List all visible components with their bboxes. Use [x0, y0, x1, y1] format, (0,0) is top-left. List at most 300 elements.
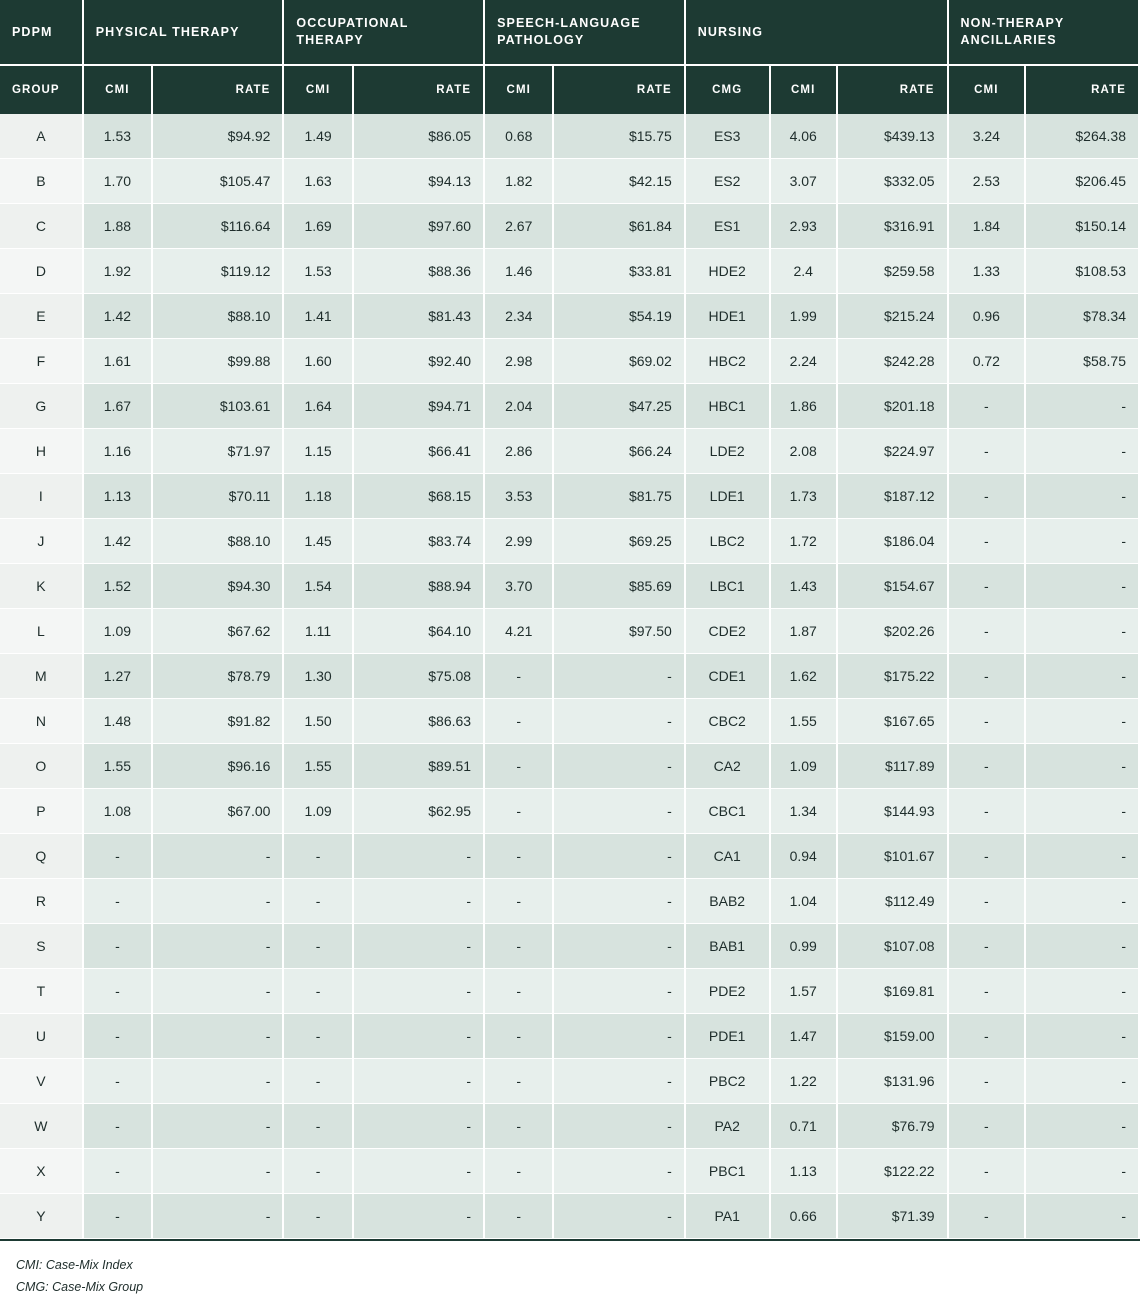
cell-slp-cmi: 3.70 [484, 564, 553, 609]
cell-pt-rate: - [152, 969, 283, 1014]
cell-slp-cmi: - [484, 744, 553, 789]
cell-nursing-rate: $122.22 [837, 1149, 948, 1194]
cell-group: K [0, 564, 83, 609]
cell-nursing-cmi: 1.73 [770, 474, 837, 519]
cell-nta-cmi: 0.72 [948, 339, 1026, 384]
cell-nursing-rate: $169.81 [837, 969, 948, 1014]
cell-nta-cmi: 1.33 [948, 249, 1026, 294]
cell-nursing-cmg: LBC2 [685, 519, 770, 564]
cell-pt-cmi: 1.42 [83, 519, 152, 564]
cell-slp-rate: $85.69 [553, 564, 684, 609]
cell-pt-cmi: - [83, 1104, 152, 1149]
cell-nursing-cmi: 1.04 [770, 879, 837, 924]
cell-ot-rate: $62.95 [353, 789, 484, 834]
cell-slp-rate: - [553, 834, 684, 879]
subhead-ot-rate: RATE [353, 65, 484, 114]
subhead-slp-rate: RATE [553, 65, 684, 114]
cell-nta-cmi: - [948, 384, 1026, 429]
cell-group: E [0, 294, 83, 339]
cell-ot-cmi: 1.30 [283, 654, 352, 699]
cell-ot-rate: - [353, 924, 484, 969]
cell-nursing-cmi: 2.4 [770, 249, 837, 294]
cell-nursing-cmg: LBC1 [685, 564, 770, 609]
cell-group: F [0, 339, 83, 384]
cell-nursing-rate: $316.91 [837, 204, 948, 249]
cell-slp-cmi: - [484, 1194, 553, 1239]
cell-group: M [0, 654, 83, 699]
cell-pt-cmi: 1.42 [83, 294, 152, 339]
cell-nursing-cmg: CA1 [685, 834, 770, 879]
cell-ot-cmi: - [283, 1149, 352, 1194]
cell-slp-rate: - [553, 1104, 684, 1149]
cell-nursing-cmi: 1.55 [770, 699, 837, 744]
cell-pt-rate: $103.61 [152, 384, 283, 429]
cell-pt-rate: $67.62 [152, 609, 283, 654]
cell-slp-rate: $42.15 [553, 159, 684, 204]
cell-pt-rate: - [152, 879, 283, 924]
cell-nta-cmi: 2.53 [948, 159, 1026, 204]
cell-pt-rate: $119.12 [152, 249, 283, 294]
subhead-nta-rate: RATE [1025, 65, 1139, 114]
cell-ot-cmi: 1.63 [283, 159, 352, 204]
cell-slp-cmi: - [484, 969, 553, 1014]
cell-slp-cmi: 2.34 [484, 294, 553, 339]
cell-ot-rate: $83.74 [353, 519, 484, 564]
cell-slp-cmi: - [484, 1149, 553, 1194]
cell-slp-rate: $33.81 [553, 249, 684, 294]
cell-slp-rate: $69.25 [553, 519, 684, 564]
cell-nta-cmi: 1.84 [948, 204, 1026, 249]
cell-ot-cmi: 1.45 [283, 519, 352, 564]
cell-nursing-cmi: 1.57 [770, 969, 837, 1014]
table-body [0, 114, 1139, 1239]
cell-pt-rate: $71.97 [152, 429, 283, 474]
table-row [0, 1194, 1139, 1239]
table-row [0, 114, 1139, 159]
cell-slp-cmi: 2.98 [484, 339, 553, 384]
cell-nta-rate: - [1025, 879, 1139, 924]
cell-ot-cmi: - [283, 1014, 352, 1059]
cell-ot-rate: - [353, 969, 484, 1014]
cell-nursing-cmg: BAB1 [685, 924, 770, 969]
table-row [0, 339, 1139, 384]
cell-ot-rate: $89.51 [353, 744, 484, 789]
table-row [0, 699, 1139, 744]
cell-nursing-rate: $112.49 [837, 879, 948, 924]
cell-nta-cmi: - [948, 699, 1026, 744]
cell-nta-rate: - [1025, 1059, 1139, 1104]
cell-nursing-cmg: ES2 [685, 159, 770, 204]
cell-nta-rate: $108.53 [1025, 249, 1139, 294]
cell-nta-cmi: - [948, 654, 1026, 699]
cell-group: A [0, 114, 83, 159]
table-row [0, 609, 1139, 654]
table-footnotes [0, 1239, 1140, 1309]
cell-nta-cmi: - [948, 474, 1026, 519]
cell-nursing-cmg: LDE2 [685, 429, 770, 474]
cell-slp-cmi: - [484, 1059, 553, 1104]
cell-nursing-cmg: BAB2 [685, 879, 770, 924]
cell-nursing-cmi: 1.62 [770, 654, 837, 699]
cell-nta-cmi: - [948, 924, 1026, 969]
cell-group: L [0, 609, 83, 654]
subhead-ot-cmi: CMI [283, 65, 352, 114]
cell-ot-rate: - [353, 834, 484, 879]
cell-ot-rate: - [353, 1149, 484, 1194]
subhead-pt-rate: RATE [152, 65, 283, 114]
cell-nursing-rate: $167.65 [837, 699, 948, 744]
cell-pt-rate: - [152, 1014, 283, 1059]
cell-slp-rate: $15.75 [553, 114, 684, 159]
cell-nursing-rate: $154.67 [837, 564, 948, 609]
cell-pt-cmi: - [83, 969, 152, 1014]
cell-nursing-cmi: 1.34 [770, 789, 837, 834]
cell-pt-cmi: 1.92 [83, 249, 152, 294]
cell-ot-rate: $94.71 [353, 384, 484, 429]
cell-nursing-rate: $144.93 [837, 789, 948, 834]
table-row [0, 1149, 1139, 1194]
cell-pt-rate: $99.88 [152, 339, 283, 384]
cell-slp-rate: $61.84 [553, 204, 684, 249]
cell-slp-cmi: - [484, 1104, 553, 1149]
cell-pt-rate: - [152, 1149, 283, 1194]
cell-nta-rate: - [1025, 429, 1139, 474]
cell-pt-cmi: - [83, 879, 152, 924]
cell-slp-rate: - [553, 699, 684, 744]
cell-group: V [0, 1059, 83, 1104]
table-row [0, 204, 1139, 249]
cell-ot-cmi: 1.64 [283, 384, 352, 429]
cell-nta-rate: - [1025, 834, 1139, 879]
cell-pt-cmi: 1.48 [83, 699, 152, 744]
cell-pt-rate: $105.47 [152, 159, 283, 204]
cell-nursing-rate: $201.18 [837, 384, 948, 429]
cell-nta-cmi: - [948, 609, 1026, 654]
cell-nta-rate: - [1025, 519, 1139, 564]
cell-group: U [0, 1014, 83, 1059]
cell-ot-rate: - [353, 1194, 484, 1239]
cell-group: I [0, 474, 83, 519]
cell-nursing-cmi: 2.93 [770, 204, 837, 249]
cell-slp-cmi: 2.67 [484, 204, 553, 249]
cell-pt-rate: $88.10 [152, 519, 283, 564]
table-row [0, 519, 1139, 564]
cell-nursing-cmi: 1.47 [770, 1014, 837, 1059]
cell-ot-cmi: 1.69 [283, 204, 352, 249]
cell-ot-rate: $66.41 [353, 429, 484, 474]
cell-nursing-cmg: PA1 [685, 1194, 770, 1239]
cell-group: S [0, 924, 83, 969]
cell-ot-rate: - [353, 879, 484, 924]
cell-nursing-rate: $224.97 [837, 429, 948, 474]
cell-nta-rate: $78.34 [1025, 294, 1139, 339]
cell-slp-rate: $69.02 [553, 339, 684, 384]
cell-group: H [0, 429, 83, 474]
cell-slp-cmi: - [484, 834, 553, 879]
table-row [0, 159, 1139, 204]
cell-pt-cmi: 1.55 [83, 744, 152, 789]
cell-nursing-cmg: ES1 [685, 204, 770, 249]
table-header [0, 0, 1139, 114]
cell-ot-cmi: 1.49 [283, 114, 352, 159]
cell-nursing-cmi: 3.07 [770, 159, 837, 204]
cell-nta-rate: $206.45 [1025, 159, 1139, 204]
cell-nursing-rate: $175.22 [837, 654, 948, 699]
cell-ot-rate: $68.15 [353, 474, 484, 519]
cell-nursing-cmi: 1.72 [770, 519, 837, 564]
cell-nta-cmi: - [948, 429, 1026, 474]
cell-slp-cmi: - [484, 699, 553, 744]
table-row [0, 924, 1139, 969]
cell-pt-rate: - [152, 1059, 283, 1104]
cell-pt-cmi: - [83, 1059, 152, 1104]
cell-nta-rate: - [1025, 699, 1139, 744]
cell-group: J [0, 519, 83, 564]
cell-group: R [0, 879, 83, 924]
cell-pt-rate: - [152, 1104, 283, 1149]
table-row [0, 1059, 1139, 1104]
cell-nursing-rate: $159.00 [837, 1014, 948, 1059]
cell-ot-rate: $94.13 [353, 159, 484, 204]
cell-pt-cmi: - [83, 1194, 152, 1239]
cell-nursing-rate: $187.12 [837, 474, 948, 519]
cell-nursing-cmi: 1.99 [770, 294, 837, 339]
cell-pt-cmi: 1.52 [83, 564, 152, 609]
cell-ot-rate: $97.60 [353, 204, 484, 249]
cell-ot-cmi: - [283, 969, 352, 1014]
cell-nta-cmi: - [948, 744, 1026, 789]
cell-slp-rate: - [553, 744, 684, 789]
cell-slp-cmi: 1.46 [484, 249, 553, 294]
table-row [0, 384, 1139, 429]
cell-nursing-cmi: 1.86 [770, 384, 837, 429]
cell-nta-rate: $264.38 [1025, 114, 1139, 159]
cell-pt-rate: $96.16 [152, 744, 283, 789]
cell-ot-cmi: - [283, 1104, 352, 1149]
cell-nursing-rate: $439.13 [837, 114, 948, 159]
cell-nta-rate: - [1025, 1194, 1139, 1239]
table-row [0, 564, 1139, 609]
cell-ot-cmi: 1.09 [283, 789, 352, 834]
cell-nursing-cmi: 0.66 [770, 1194, 837, 1239]
table-row [0, 789, 1139, 834]
cell-group: Q [0, 834, 83, 879]
cell-group: C [0, 204, 83, 249]
cell-nta-cmi: - [948, 1149, 1026, 1194]
cell-slp-rate: $47.25 [553, 384, 684, 429]
cell-nursing-cmg: PBC2 [685, 1059, 770, 1104]
cell-nta-rate: - [1025, 924, 1139, 969]
cell-nursing-cmg: ES3 [685, 114, 770, 159]
cell-slp-rate: $54.19 [553, 294, 684, 339]
cell-slp-rate: - [553, 924, 684, 969]
cell-ot-cmi: 1.53 [283, 249, 352, 294]
cell-nursing-cmi: 1.43 [770, 564, 837, 609]
cell-slp-cmi: 2.86 [484, 429, 553, 474]
cell-nursing-rate: $332.05 [837, 159, 948, 204]
cell-slp-rate: - [553, 654, 684, 699]
band-occupational-therapy: OCCUPATIONAL THERAPY [283, 0, 484, 65]
subhead-nursing-rate: RATE [837, 65, 948, 114]
cell-nursing-cmi: 1.87 [770, 609, 837, 654]
cell-group: X [0, 1149, 83, 1194]
cell-ot-cmi: - [283, 1059, 352, 1104]
cell-ot-cmi: - [283, 879, 352, 924]
cell-pt-rate: $91.82 [152, 699, 283, 744]
cell-slp-rate: $81.75 [553, 474, 684, 519]
cell-pt-cmi: - [83, 1014, 152, 1059]
cell-nta-cmi: - [948, 519, 1026, 564]
cell-group: T [0, 969, 83, 1014]
cell-ot-cmi: - [283, 1194, 352, 1239]
cell-pt-rate: $78.79 [152, 654, 283, 699]
cell-slp-rate: $66.24 [553, 429, 684, 474]
cell-slp-rate: - [553, 879, 684, 924]
cell-slp-cmi: 2.99 [484, 519, 553, 564]
cell-nursing-rate: $101.67 [837, 834, 948, 879]
cell-group: N [0, 699, 83, 744]
cell-ot-cmi: 1.54 [283, 564, 352, 609]
cell-nursing-cmi: 1.09 [770, 744, 837, 789]
header-subhead-row [0, 65, 1139, 114]
cell-nursing-rate: $71.39 [837, 1194, 948, 1239]
cell-group: Y [0, 1194, 83, 1239]
cell-pt-rate: $94.30 [152, 564, 283, 609]
band-non-therapy-ancillaries: NON-THERAPY ANCILLARIES [948, 0, 1139, 65]
cell-nta-cmi: - [948, 1059, 1026, 1104]
cell-ot-rate: $86.63 [353, 699, 484, 744]
cell-slp-rate: $97.50 [553, 609, 684, 654]
cell-slp-cmi: 1.82 [484, 159, 553, 204]
cell-pt-rate: - [152, 924, 283, 969]
cell-nursing-cmg: CA2 [685, 744, 770, 789]
cell-nursing-cmi: 1.13 [770, 1149, 837, 1194]
cell-nursing-cmg: PDE1 [685, 1014, 770, 1059]
cell-nta-rate: - [1025, 474, 1139, 519]
cell-pt-cmi: 1.67 [83, 384, 152, 429]
cell-slp-rate: - [553, 1194, 684, 1239]
cell-slp-cmi: - [484, 879, 553, 924]
cell-nta-cmi: - [948, 879, 1026, 924]
cell-ot-cmi: - [283, 924, 352, 969]
cell-nta-rate: - [1025, 564, 1139, 609]
cell-group: D [0, 249, 83, 294]
cell-group: B [0, 159, 83, 204]
cell-nursing-cmi: 2.08 [770, 429, 837, 474]
footnote-cmi: CMI: Case-Mix Index [16, 1258, 133, 1272]
cell-nursing-rate: $107.08 [837, 924, 948, 969]
cell-pt-cmi: 1.70 [83, 159, 152, 204]
cell-ot-rate: $75.08 [353, 654, 484, 699]
cell-nursing-rate: $202.26 [837, 609, 948, 654]
subhead-nursing-cmi: CMI [770, 65, 837, 114]
cell-nta-rate: - [1025, 1149, 1139, 1194]
cell-pt-rate: $116.64 [152, 204, 283, 249]
cell-nta-rate: - [1025, 609, 1139, 654]
cell-slp-cmi: - [484, 1014, 553, 1059]
cell-pt-cmi: - [83, 1149, 152, 1194]
subhead-slp-cmi: CMI [484, 65, 553, 114]
cell-group: P [0, 789, 83, 834]
cell-pt-cmi: - [83, 834, 152, 879]
cell-nursing-cmg: PBC1 [685, 1149, 770, 1194]
cell-nursing-rate: $242.28 [837, 339, 948, 384]
cell-ot-rate: $88.94 [353, 564, 484, 609]
table-row [0, 744, 1139, 789]
cell-slp-cmi: 0.68 [484, 114, 553, 159]
subhead-group: GROUP [0, 65, 83, 114]
cell-nursing-cmi: 2.24 [770, 339, 837, 384]
cell-nursing-cmg: LDE1 [685, 474, 770, 519]
cell-nursing-rate: $131.96 [837, 1059, 948, 1104]
cell-pt-cmi: 1.16 [83, 429, 152, 474]
cell-nta-rate: - [1025, 744, 1139, 789]
cell-slp-rate: - [553, 1059, 684, 1104]
cell-pt-cmi: 1.13 [83, 474, 152, 519]
cell-slp-cmi: - [484, 789, 553, 834]
table-row [0, 969, 1139, 1014]
cell-pt-rate: $94.92 [152, 114, 283, 159]
cell-pt-rate: - [152, 1194, 283, 1239]
cell-nursing-rate: $117.89 [837, 744, 948, 789]
table-row [0, 1014, 1139, 1059]
band-nursing: NURSING [685, 0, 948, 65]
cell-nta-rate: - [1025, 1104, 1139, 1149]
cell-group: G [0, 384, 83, 429]
cell-nta-rate: - [1025, 1014, 1139, 1059]
cell-nursing-cmi: 0.99 [770, 924, 837, 969]
table-row [0, 834, 1139, 879]
cell-nta-cmi: - [948, 564, 1026, 609]
subhead-nursing-cmg: CMG [685, 65, 770, 114]
table-row [0, 474, 1139, 519]
cell-nursing-cmi: 4.06 [770, 114, 837, 159]
cell-nursing-cmg: CBC2 [685, 699, 770, 744]
cell-nursing-cmi: 0.94 [770, 834, 837, 879]
cell-nta-cmi: - [948, 834, 1026, 879]
cell-nursing-cmg: CDE1 [685, 654, 770, 699]
cell-nursing-cmg: CBC1 [685, 789, 770, 834]
cell-ot-rate: $92.40 [353, 339, 484, 384]
cell-nta-rate: $150.14 [1025, 204, 1139, 249]
subhead-nta-cmi: CMI [948, 65, 1026, 114]
cell-nursing-cmi: 0.71 [770, 1104, 837, 1149]
cell-ot-cmi: 1.55 [283, 744, 352, 789]
table-row [0, 429, 1139, 474]
header-band-row [0, 0, 1139, 65]
footnote-cmg: CMG: Case-Mix Group [16, 1279, 144, 1294]
cell-slp-cmi: - [484, 924, 553, 969]
cell-nursing-rate: $186.04 [837, 519, 948, 564]
cell-slp-cmi: 2.04 [484, 384, 553, 429]
cell-nursing-cmg: HBC2 [685, 339, 770, 384]
cell-nursing-cmg: PDE2 [685, 969, 770, 1014]
cell-pt-rate: $88.10 [152, 294, 283, 339]
cell-ot-rate: $88.36 [353, 249, 484, 294]
band-pdpm: PDPM [0, 0, 83, 65]
cell-nta-cmi: 3.24 [948, 114, 1026, 159]
band-physical-therapy: PHYSICAL THERAPY [83, 0, 284, 65]
cell-ot-rate: - [353, 1104, 484, 1149]
cell-slp-rate: - [553, 1014, 684, 1059]
table-row [0, 879, 1139, 924]
cell-ot-rate: $81.43 [353, 294, 484, 339]
cell-slp-rate: - [553, 969, 684, 1014]
cell-nta-rate: - [1025, 789, 1139, 834]
cell-nursing-cmg: PA2 [685, 1104, 770, 1149]
cell-slp-cmi: 4.21 [484, 609, 553, 654]
cell-ot-cmi: 1.50 [283, 699, 352, 744]
